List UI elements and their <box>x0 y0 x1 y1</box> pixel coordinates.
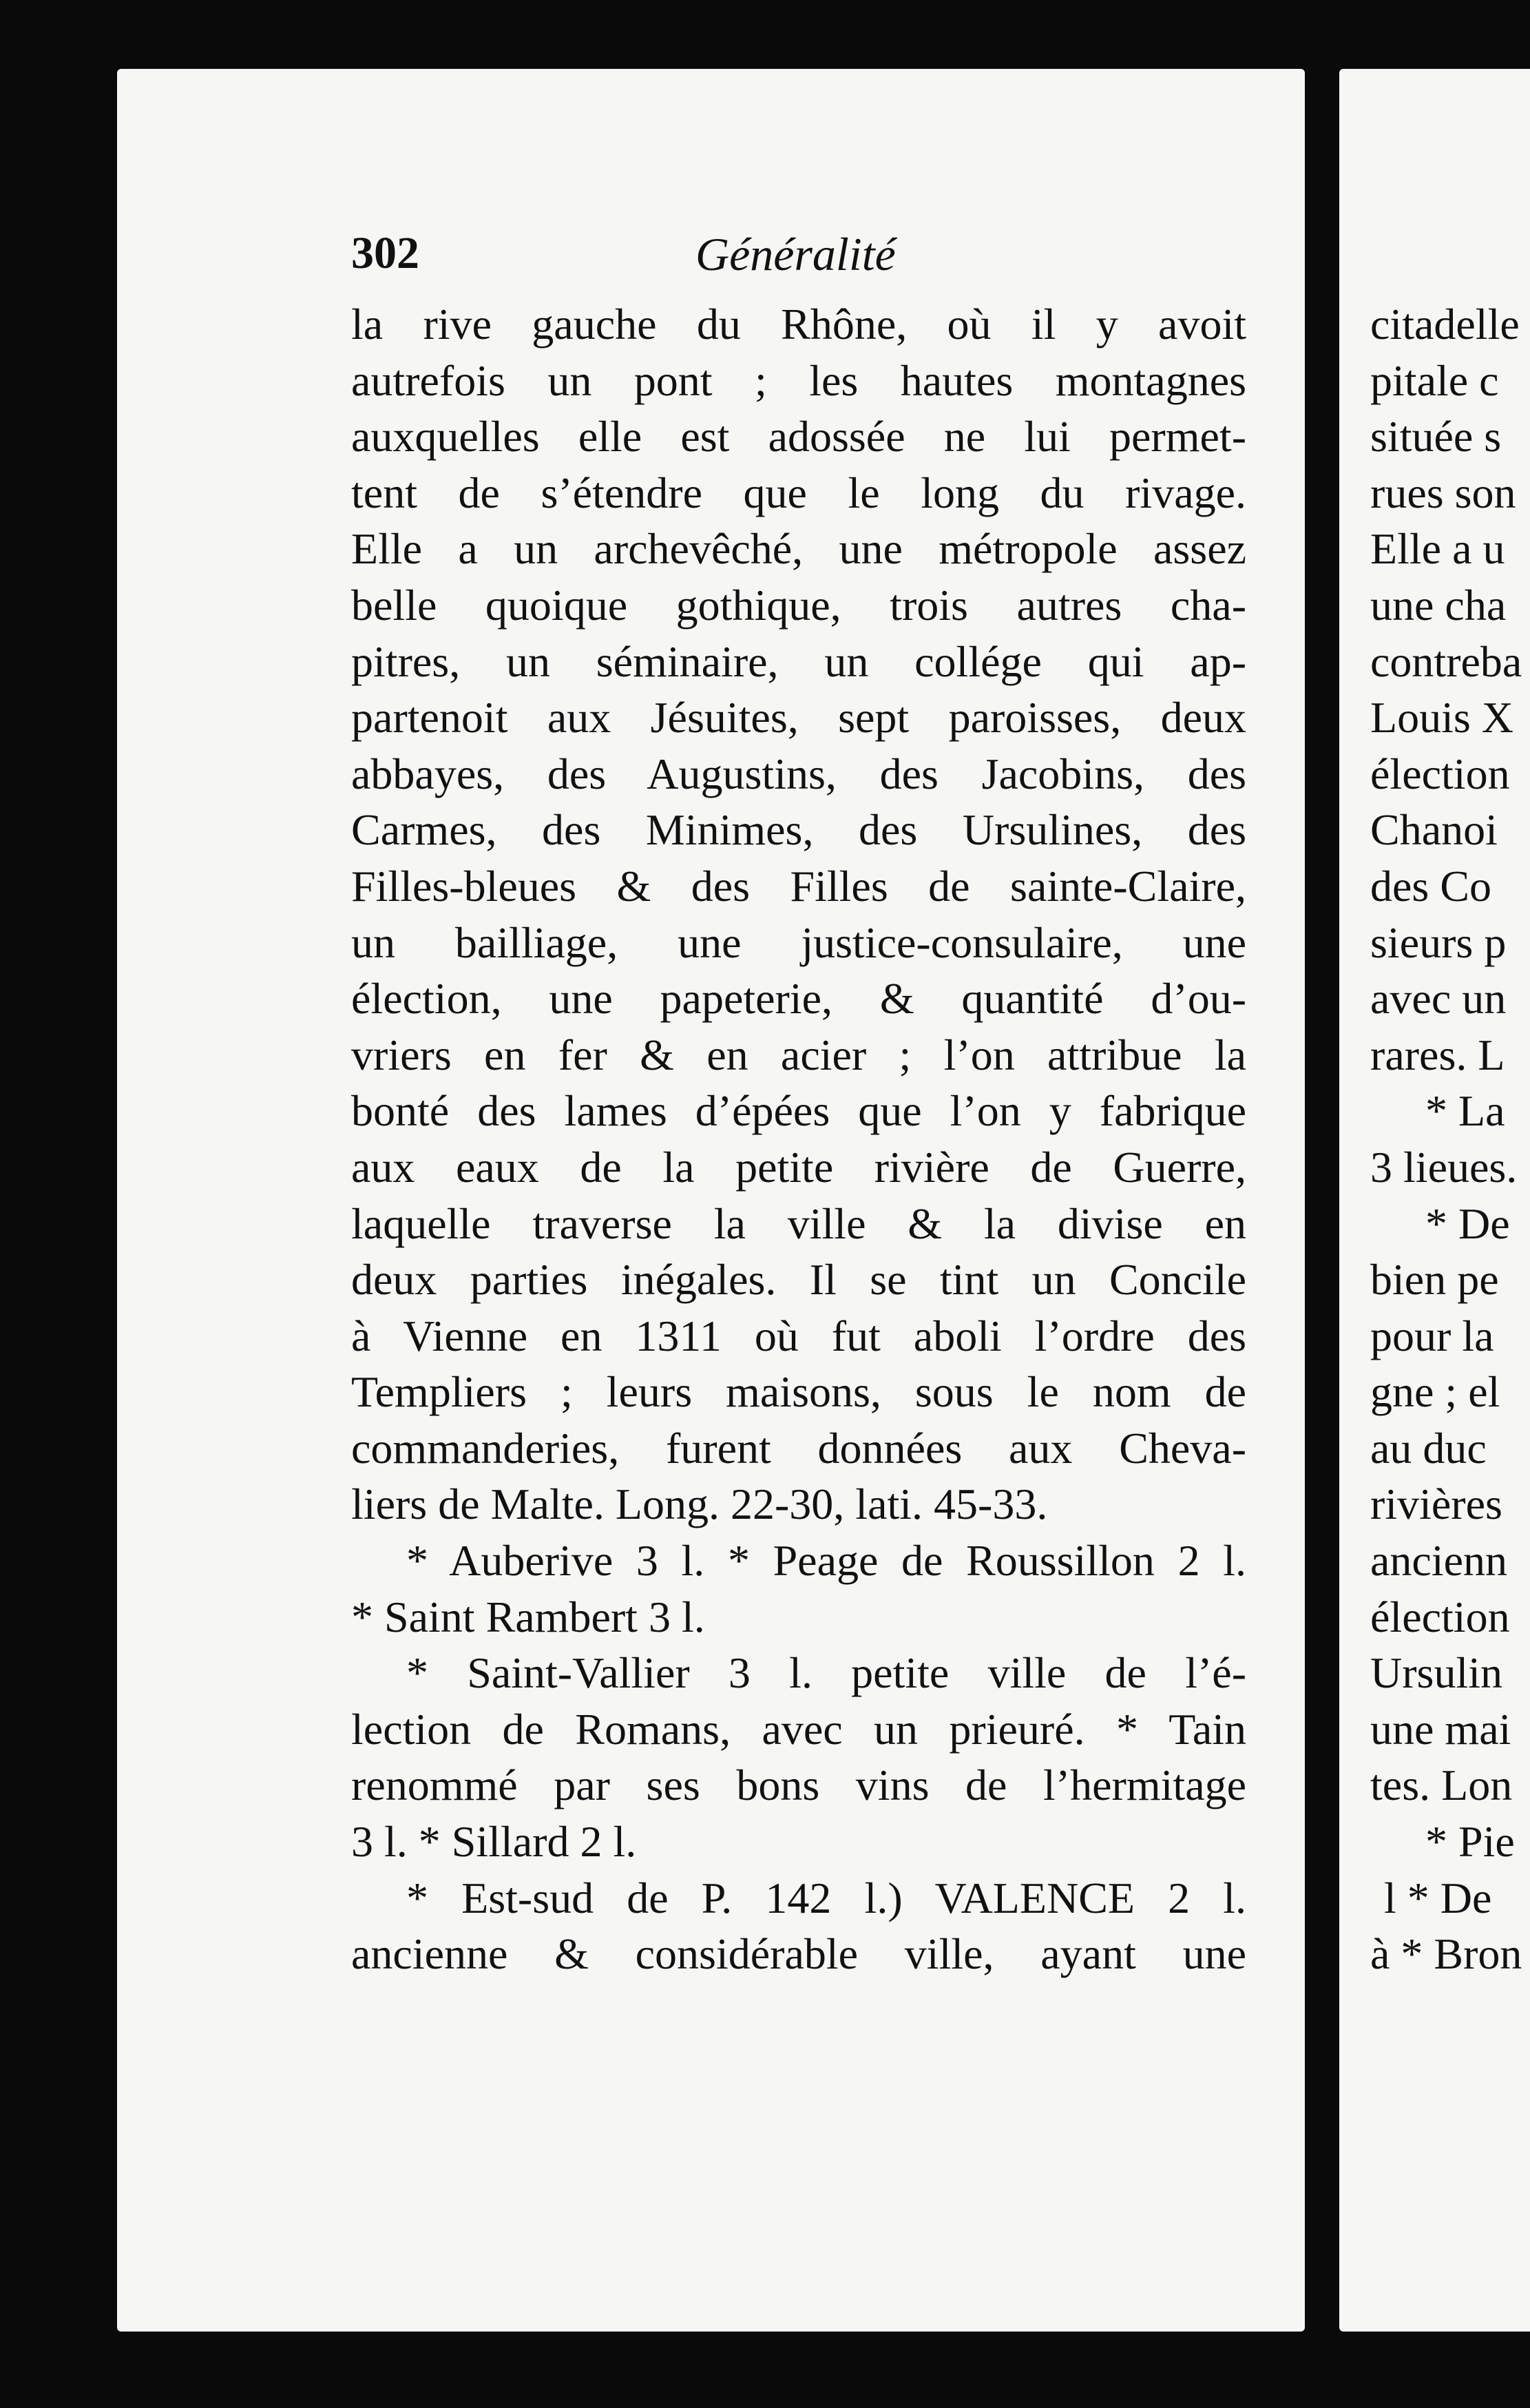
text-line: Louis X <box>1370 693 1513 743</box>
text-line: liers de Malte. Long. 22-30, lati. 45-33. <box>351 1480 1048 1529</box>
text-line: commanderies, furent données aux Cheva- <box>351 1423 1246 1473</box>
text-line: tes. Lon <box>1370 1761 1513 1810</box>
text-line: l * De <box>1384 1873 1492 1922</box>
text-line: située s <box>1370 412 1502 461</box>
text-line: partenoit aux Jésuites, sept paroisses, deux <box>351 693 1246 743</box>
text-line: * La <box>1425 1086 1505 1136</box>
text-line: bien pe <box>1370 1255 1499 1305</box>
text-line: * Auberive 3 l. * Peage de Roussillon 2 l. <box>406 1536 1246 1586</box>
text-line: ancienne & considérable ville, ayant une <box>351 1929 1246 1979</box>
text-line: Ursulin <box>1370 1648 1502 1698</box>
text-line: gne ; el <box>1370 1367 1500 1417</box>
text-line: Chanoi <box>1370 805 1498 855</box>
text-line: bonté des lames d’épées que l’on y fabrique <box>351 1086 1246 1136</box>
text-line: pitres, un séminaire, un collége qui ap- <box>351 636 1246 686</box>
text-line: 3 l. * Sillard 2 l. <box>351 1817 637 1867</box>
page-header <box>351 227 1246 289</box>
text-line: * Pie <box>1425 1817 1515 1867</box>
text-line: citadelle <box>1370 300 1520 349</box>
text-line: Elle a un archevêché, une métropole assez <box>351 524 1246 574</box>
running-head: Généralité <box>695 228 896 280</box>
text-line: * Saint Rambert 3 l. <box>351 1592 705 1641</box>
text-line: autrefois un pont ; les hautes montagnes <box>351 355 1246 405</box>
text-line: Templiers ; leurs maisons, sous le nom de <box>351 1367 1246 1417</box>
text-line: laquelle traverse la ville & la divise en <box>351 1198 1246 1248</box>
text-line: contreba <box>1370 636 1522 686</box>
text-line: une cha <box>1370 580 1507 630</box>
text-line: * Est-sud de P. 142 l.) VALENCE 2 l. <box>406 1873 1246 1922</box>
text-line: une mai <box>1370 1704 1511 1754</box>
text-line: abbayes, des Augustins, des Jacobins, des <box>351 749 1246 798</box>
text-line: rares. L <box>1370 1030 1505 1079</box>
text-line: auxquelles elle est adossée ne lui permet- <box>351 412 1246 461</box>
left-page-body <box>351 296 1246 1982</box>
text-line: 3 lieues. <box>1370 1142 1518 1192</box>
text-line: avec un <box>1370 974 1507 1024</box>
text-line: à Vienne en 1311 où fut aboli l’ordre des <box>351 1311 1246 1360</box>
text-line: tent de s’étendre que le long du rivage. <box>351 468 1246 517</box>
text-line: belle quoique gothique, trois autres cha- <box>351 580 1246 630</box>
text-line: rivières <box>1370 1480 1502 1529</box>
text-line: aux eaux de la petite rivière de Guerre, <box>351 1142 1246 1192</box>
text-line: un bailliage, une justice-consulaire, une <box>351 917 1246 967</box>
text-line: * Saint-Vallier 3 l. petite ville de l’é- <box>406 1648 1246 1698</box>
text-line: lection de Romans, avec un prieuré. * Tain <box>351 1704 1246 1754</box>
text-line: vriers en fer & en acier ; l’on attribue la <box>351 1030 1246 1079</box>
text-line: Elle a u <box>1370 524 1505 574</box>
text-line: Carmes, des Minimes, des Ursulines, des <box>351 805 1246 855</box>
text-line: la rive gauche du Rhône, où il y avoit <box>351 300 1246 349</box>
text-line: élection, une papeterie, & quantité d’ou- <box>351 974 1246 1024</box>
right-page-body <box>1370 296 1530 1982</box>
text-line: pour la <box>1370 1311 1494 1360</box>
text-line: Filles-bleues & des Filles de sainte-Claire, <box>351 861 1246 911</box>
text-line: sieurs p <box>1370 917 1507 967</box>
text-line: élection <box>1370 749 1510 798</box>
text-line: des Co <box>1370 861 1491 911</box>
text-line: à * Bron <box>1370 1929 1522 1979</box>
text-line: * De <box>1425 1198 1510 1248</box>
text-line: renommé par ses bons vins de l’hermitage <box>351 1761 1246 1810</box>
text-line: ancienn <box>1370 1536 1507 1586</box>
text-line: élection <box>1370 1592 1510 1641</box>
page-number: 302 <box>351 228 419 278</box>
text-line: au duc <box>1370 1423 1487 1473</box>
text-line: rues son <box>1370 468 1516 517</box>
text-line: pitale c <box>1370 355 1499 405</box>
text-line: deux parties inégales. Il se tint un Concile <box>351 1255 1246 1305</box>
